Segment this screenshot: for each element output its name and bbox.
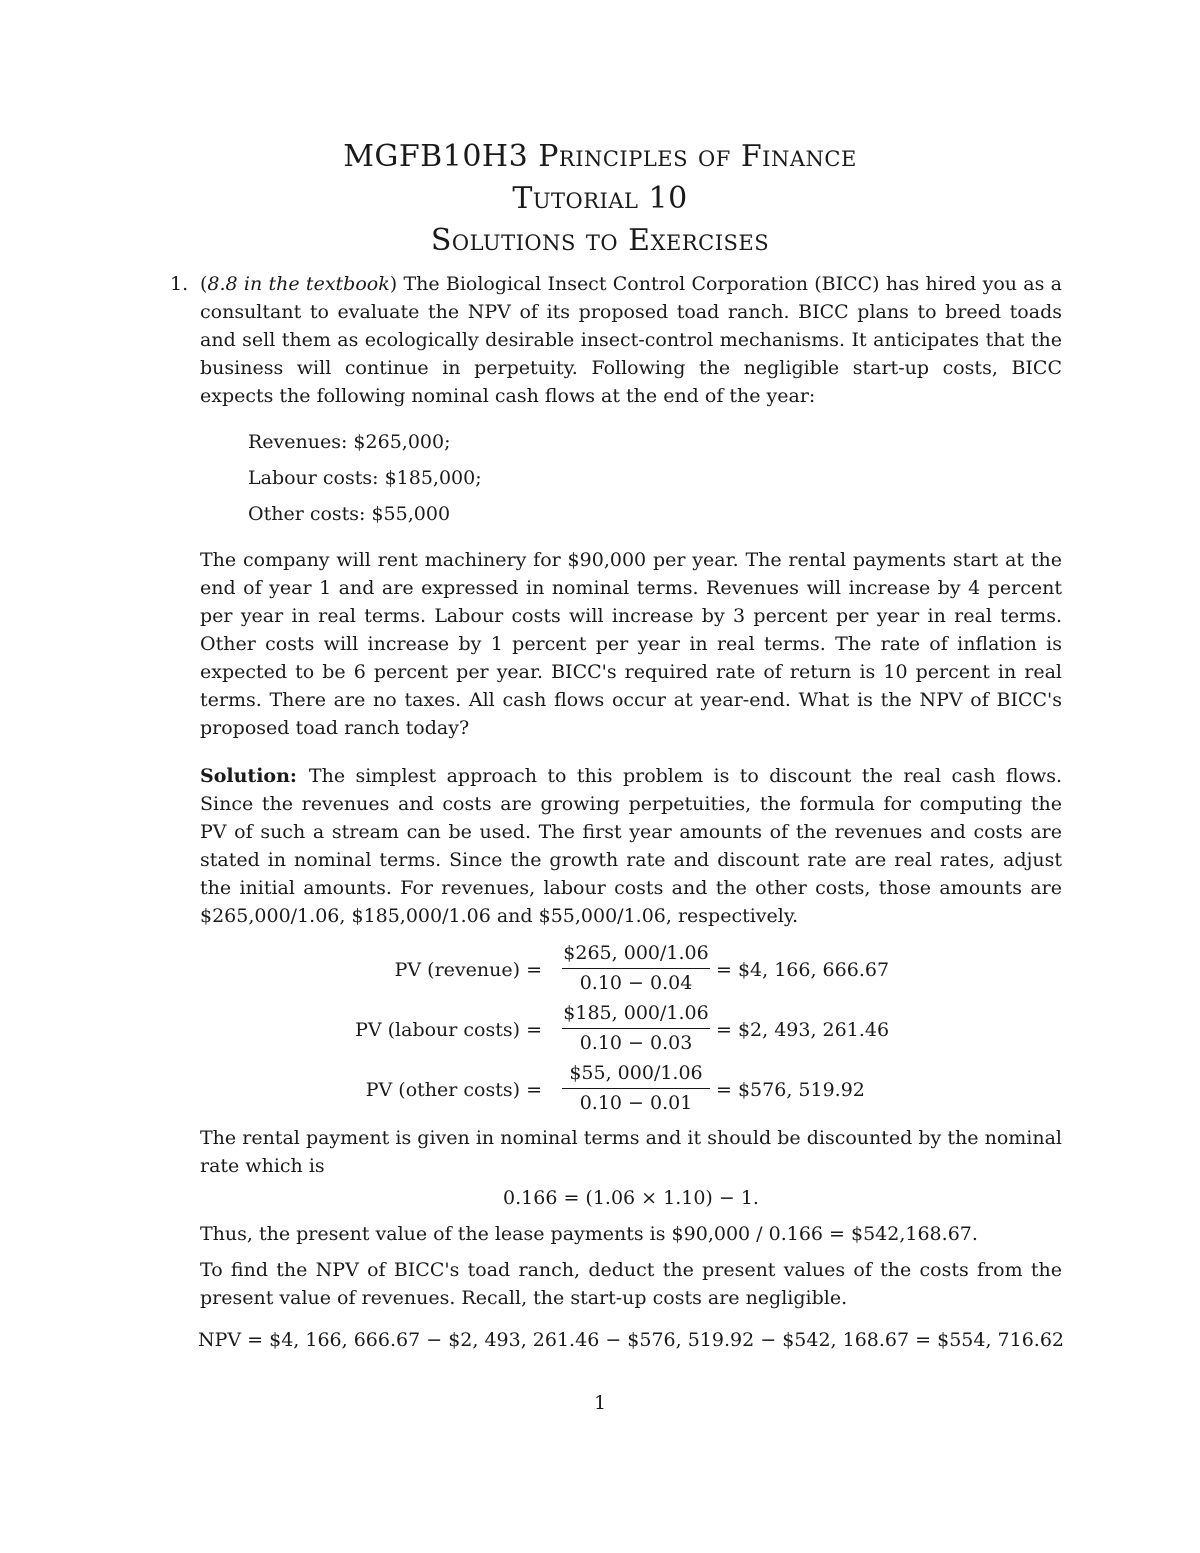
solution-heading: Solution: [200, 765, 297, 787]
nominal-rate-equation: 0.166 = (1.06 × 1.10) − 1. [503, 1187, 759, 1209]
textbook-reference: 8.8 in the textbook [207, 273, 390, 295]
question-intro-text: The Biological Insect Control Corporation (BICC) has hired you as a consultant to evaluate the NPV of its proposed toad ranch. BICC plans to breed toads and sell them as ecologically desirable insect-control mechanisms. It anticipates that the business will continue in perpetuity. Following the negligible start-up costs, BICC expects the following nominal cash flows at the end of the year: [200, 273, 1062, 407]
document-title [0, 136, 1200, 262]
fraction-numerator: $265, 000/1.06 [562, 940, 710, 969]
question-intro [200, 270, 1062, 410]
equation-fraction [562, 940, 710, 997]
rental-text: The rental payment is given in nominal terms and it should be discounted by the nominal rate which is [200, 1127, 1062, 1177]
fraction-denominator: 0.10 − 0.04 [579, 972, 693, 994]
equation-lhs: PV (revenue) = [394, 959, 542, 981]
equation-rhs: = $2, 493, 261.46 [716, 1019, 890, 1041]
equation-lhs: PV (labour costs) = [355, 1019, 542, 1041]
equation-pv-revenue [200, 940, 1062, 1000]
fraction-numerator: $185, 000/1.06 [562, 1000, 710, 1029]
cash-flow-list [248, 428, 1062, 528]
solution-intro [200, 762, 1062, 930]
equation-fraction [562, 1060, 710, 1117]
textbook-ref-open: ( [200, 273, 208, 295]
page-number: 1 [593, 1392, 607, 1414]
textbook-ref-close: ) [389, 273, 398, 295]
npv-equation: NPV = $4, 166, 666.67 − $2, 493, 261.46 − $576, 519.92 − $542, 168.67 = $554, 716.62 [197, 1329, 1065, 1351]
fraction-denominator: 0.10 − 0.01 [579, 1092, 693, 1114]
cash-flow-labour: Labour costs: $185,000; [248, 467, 482, 489]
equation-pv-labour [200, 1000, 1062, 1060]
course-title: MGFB10H3 Principles of Finance [343, 139, 857, 174]
equation-lhs: PV (other costs) = [365, 1079, 542, 1101]
lease-pv-text: Thus, the present value of the lease payments is $90,000 / 0.166 = $542,168.67. [200, 1223, 978, 1245]
solution-intro-text: The simplest approach to this problem is to discount the real cash flows. Since the revenues and costs are growing perpetuities, the formula for computing the PV of such a stream can be used. The first year amounts of the revenues and costs are stated in nominal terms. Since the growth rate and discount rate are real rates, adjust the initial amounts. For revenues, labour costs and the other costs, those amounts are $265,000/1.06, $185,000/1.06 and $55,000/1.06, respectively. [200, 765, 1062, 927]
solutions-title: Solutions to Exercises [430, 223, 770, 258]
cash-flow-revenues: Revenues: $265,000; [248, 431, 451, 453]
tutorial-title: Tutorial 10 [512, 181, 688, 216]
cash-flow-other: Other costs: $55,000 [248, 503, 451, 525]
fraction-denominator: 0.10 − 0.03 [579, 1032, 693, 1054]
equation-fraction [562, 1000, 710, 1057]
equation-rhs: = $576, 519.92 [716, 1079, 865, 1101]
equation-rhs: = $4, 166, 666.67 [716, 959, 890, 981]
question-number: 1. [170, 273, 189, 295]
equation-pv-other [200, 1060, 1062, 1120]
npv-intro-text: To find the NPV of BICC's toad ranch, deduct the present values of the costs from the present value of revenues. Recall, the start-up costs are negligible. [200, 1259, 1062, 1309]
pv-equations [200, 940, 1062, 1124]
fraction-numerator: $55, 000/1.06 [562, 1060, 710, 1089]
question-details: The company will rent machinery for $90,000 per year. The rental payments start at the end of year 1 and are expressed in nominal terms. Revenues will increase by 4 percent per year in real terms. Labour costs will increase by 3 percent per year in real terms. Other costs will increase by 1 percent per year in real terms. The rate of inflation is expected to be 6 percent per year. BICC's required rate of return is 10 percent in real terms. There are no taxes. All cash flows occur at year-end. What is the NPV of BICC's proposed toad ranch today? [200, 549, 1062, 739]
question-block [170, 270, 1065, 1354]
